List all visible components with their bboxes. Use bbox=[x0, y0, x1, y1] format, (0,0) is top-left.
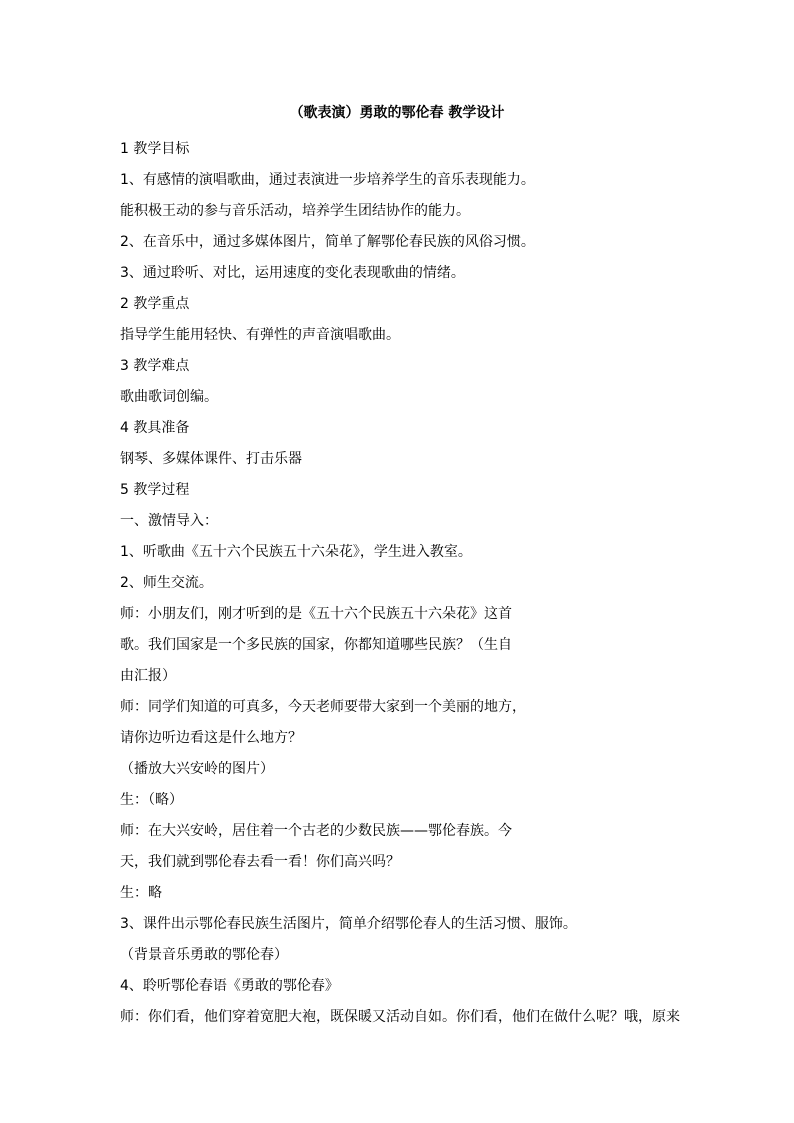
paragraph-line: 2、师生交流。 bbox=[120, 575, 213, 591]
paragraph-line: 4、聆听鄂伦春语《勇敢的鄂伦春》 bbox=[120, 978, 339, 994]
paragraph-line: 3、课件出示鄂伦春民族生活图片，简单介绍鄂伦春人的生活习惯、服饰。 bbox=[120, 916, 577, 932]
paragraph-line: 师：你们看，他们穿着宽肥大袍，既保暖又活动自如。你们看，他们在做什么呢？哦，原来 bbox=[120, 1009, 680, 1025]
document-body bbox=[120, 134, 680, 1033]
paragraph-line: 2、在音乐中，通过多媒体图片，简单了解鄂伦春民族的风俗习惯。 bbox=[120, 234, 535, 250]
section-heading-objectives: 1 教学目标 bbox=[120, 141, 190, 157]
paragraph-line: 请你边听边看这是什么地方？ bbox=[120, 730, 302, 746]
paragraph-line: 一、激情导入： bbox=[120, 513, 218, 529]
section-heading-difficulties: 3 教学难点 bbox=[120, 358, 190, 374]
paragraph-line: （播放大兴安岭的图片） bbox=[120, 761, 274, 777]
paragraph-line: 由汇报） bbox=[120, 668, 176, 684]
section-heading-materials: 4 教具准备 bbox=[120, 420, 190, 436]
paragraph-line: 师：在大兴安岭，居住着一个古老的少数民族——鄂伦春族。今 bbox=[120, 823, 512, 839]
section-heading-process: 5 教学过程 bbox=[120, 482, 190, 498]
paragraph-line: 歌。我们国家是一个多民族的国家，你都知道哪些民族？（生自 bbox=[120, 637, 512, 653]
paragraph-line: 3、通过聆听、对比，运用速度的变化表现歌曲的情绪。 bbox=[120, 265, 465, 281]
paragraph-line: 1、有感情的演唱歌曲，通过表演进一步培养学生的音乐表现能力。 bbox=[120, 172, 535, 188]
section-heading-key-points: 2 教学重点 bbox=[120, 296, 190, 312]
paragraph-line: 师：小朋友们，刚才听到的是《五十六个民族五十六朵花》这首 bbox=[120, 606, 512, 622]
paragraph-line: 歌曲歌词创编。 bbox=[120, 389, 218, 405]
paragraph-line: 能积极王动的参与音乐活动，培养学生团结协作的能力。 bbox=[120, 203, 470, 219]
paragraph-line: 生：（略） bbox=[120, 792, 183, 808]
paragraph-line: （背景音乐勇敢的鄂伦春） bbox=[120, 947, 288, 963]
paragraph-line: 生：略 bbox=[120, 885, 162, 901]
paragraph-line: 1、听歌曲《五十六个民族五十六朵花》，学生进入教室。 bbox=[120, 544, 472, 560]
paragraph-line: 钢琴、多媒体课件、打击乐器 bbox=[120, 451, 302, 467]
paragraph-line: 指导学生能用轻快、有弹性的声音演唱歌曲。 bbox=[120, 327, 400, 343]
document-title: （歌表演）勇敢的鄂伦春 教学设计 bbox=[289, 105, 505, 121]
paragraph-line: 师：同学们知道的可真多，今天老师要带大家到一个美丽的地方， bbox=[120, 699, 526, 715]
paragraph-line: 天，我们就到鄂伦春去看一看！你们高兴吗？ bbox=[120, 854, 400, 870]
